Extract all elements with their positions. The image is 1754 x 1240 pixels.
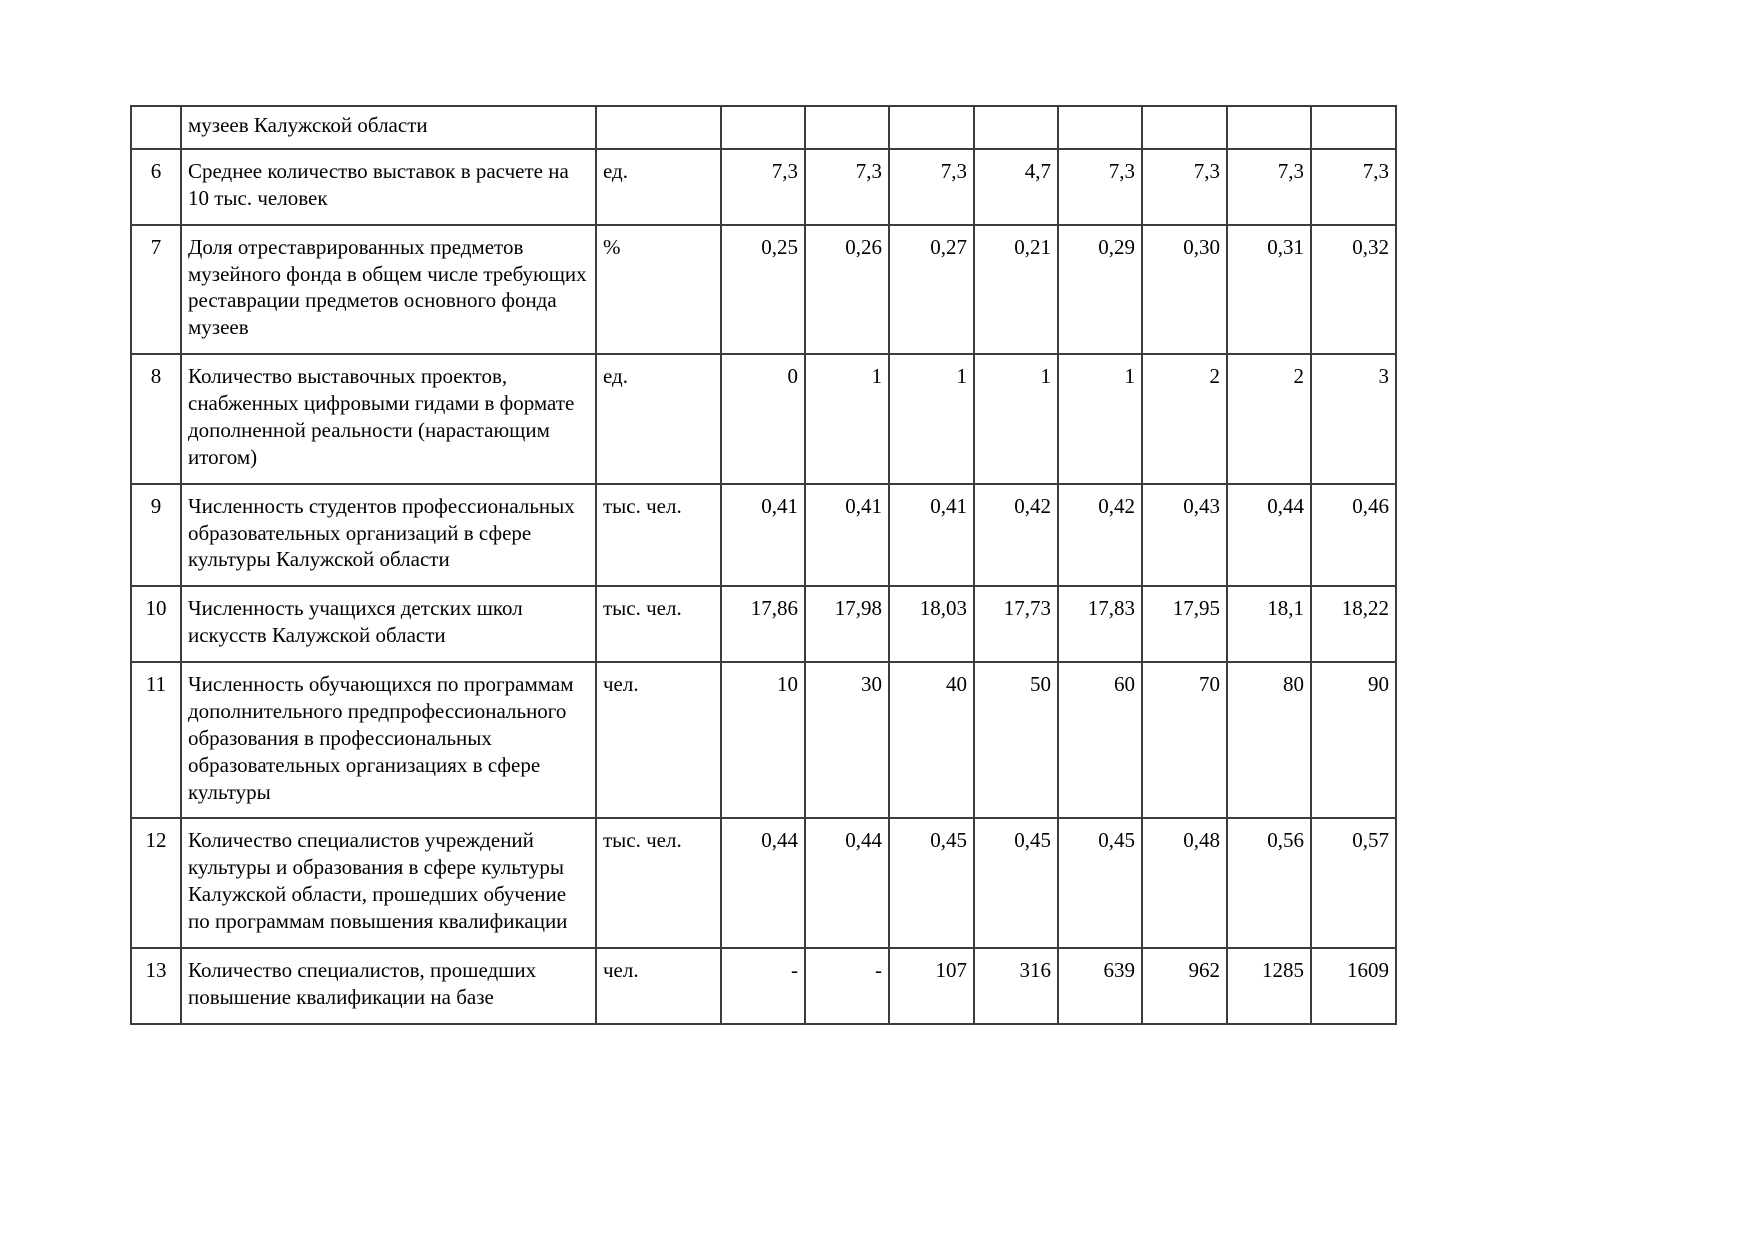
indicator-name-cell: Количество выставочных проектов, снабженных цифровыми гидами в формате дополненной реальности (нарастающим итогом) [181,354,596,484]
value-cell: 0,45 [1058,818,1142,948]
indicator-name-cell: Среднее количество выставок в расчете на 10 тыс. человек [181,149,596,225]
value-cell: 1 [889,354,974,484]
value-cell: 2 [1227,354,1311,484]
value-cell: 80 [1227,662,1311,818]
unit-cell [596,106,721,149]
value-cell: 0,31 [1227,225,1311,355]
value-cell: 4,7 [974,149,1058,225]
table-row [131,354,1396,484]
value-cell: 50 [974,662,1058,818]
value-cell: 7,3 [1227,149,1311,225]
indicator-name-cell: Количество специалистов, прошедших повышение квалификации на базе [181,948,596,1024]
indicator-name-cell: музеев Калужской области [181,106,596,149]
value-cell: 639 [1058,948,1142,1024]
value-cell: 7,3 [889,149,974,225]
value-cell: 0,45 [974,818,1058,948]
indicator-name-cell: Количество специалистов учреждений культуры и образования в сфере культуры Калужской области, прошедших обучение по программам повышения квалификации [181,818,596,948]
value-cell: 17,98 [805,586,889,662]
value-cell [721,106,805,149]
value-cell: 1 [805,354,889,484]
unit-cell: ед. [596,149,721,225]
table-row [131,106,1396,149]
value-cell: 0,44 [1227,484,1311,587]
unit-cell: % [596,225,721,355]
table-row [131,662,1396,818]
value-cell [805,106,889,149]
value-cell: - [805,948,889,1024]
row-number-cell [131,106,181,149]
row-number-cell: 11 [131,662,181,818]
value-cell: 0,48 [1142,818,1227,948]
unit-cell: чел. [596,948,721,1024]
table-row [131,484,1396,587]
value-cell: 0,32 [1311,225,1396,355]
value-cell: 0,56 [1227,818,1311,948]
value-cell: 7,3 [1058,149,1142,225]
value-cell: 3 [1311,354,1396,484]
value-cell [1311,106,1396,149]
indicators-table [130,105,1397,1025]
row-number-cell: 7 [131,225,181,355]
value-cell: 1 [1058,354,1142,484]
table-row [131,818,1396,948]
value-cell: 0,26 [805,225,889,355]
value-cell: 1 [974,354,1058,484]
value-cell: 10 [721,662,805,818]
value-cell: 7,3 [1311,149,1396,225]
value-cell: 0,57 [1311,818,1396,948]
value-cell: 0,43 [1142,484,1227,587]
value-cell: 1285 [1227,948,1311,1024]
value-cell: 0,25 [721,225,805,355]
value-cell: 7,3 [805,149,889,225]
table-row [131,948,1396,1024]
value-cell: 70 [1142,662,1227,818]
table-row [131,586,1396,662]
value-cell [1142,106,1227,149]
row-number-cell: 12 [131,818,181,948]
value-cell: 0,29 [1058,225,1142,355]
value-cell: 0,21 [974,225,1058,355]
value-cell [889,106,974,149]
value-cell: 1609 [1311,948,1396,1024]
value-cell: 18,22 [1311,586,1396,662]
value-cell [1227,106,1311,149]
value-cell: 0 [721,354,805,484]
value-cell: 40 [889,662,974,818]
value-cell: 18,1 [1227,586,1311,662]
row-number-cell: 10 [131,586,181,662]
table-row [131,149,1396,225]
indicator-name-cell: Численность студентов профессиональных образовательных организаций в сфере культуры Калужской области [181,484,596,587]
value-cell [1058,106,1142,149]
value-cell: 0,42 [1058,484,1142,587]
value-cell: 0,44 [805,818,889,948]
row-number-cell: 9 [131,484,181,587]
table-row [131,225,1396,355]
value-cell: - [721,948,805,1024]
value-cell: 316 [974,948,1058,1024]
value-cell: 2 [1142,354,1227,484]
indicators-table-body [131,106,1396,1024]
value-cell: 0,41 [889,484,974,587]
row-number-cell: 13 [131,948,181,1024]
row-number-cell: 6 [131,149,181,225]
unit-cell: ед. [596,354,721,484]
value-cell: 17,73 [974,586,1058,662]
value-cell: 0,46 [1311,484,1396,587]
value-cell: 107 [889,948,974,1024]
value-cell: 60 [1058,662,1142,818]
value-cell: 17,95 [1142,586,1227,662]
value-cell: 0,27 [889,225,974,355]
value-cell: 0,30 [1142,225,1227,355]
value-cell: 0,45 [889,818,974,948]
unit-cell: тыс. чел. [596,484,721,587]
value-cell: 17,86 [721,586,805,662]
value-cell: 962 [1142,948,1227,1024]
indicator-name-cell: Численность учащихся детских школ искусств Калужской области [181,586,596,662]
value-cell [974,106,1058,149]
unit-cell: тыс. чел. [596,586,721,662]
value-cell: 30 [805,662,889,818]
value-cell: 0,44 [721,818,805,948]
value-cell: 18,03 [889,586,974,662]
value-cell: 17,83 [1058,586,1142,662]
indicator-name-cell: Численность обучающихся по программам дополнительного предпрофессионального образования в профессиональных образовательных организациях в сфере культуры [181,662,596,818]
value-cell: 0,41 [805,484,889,587]
value-cell: 0,41 [721,484,805,587]
value-cell: 7,3 [721,149,805,225]
unit-cell: чел. [596,662,721,818]
value-cell: 90 [1311,662,1396,818]
value-cell: 0,42 [974,484,1058,587]
row-number-cell: 8 [131,354,181,484]
indicator-name-cell: Доля отреставрированных предметов музейного фонда в общем числе требующих реставрации предметов основного фонда музеев [181,225,596,355]
unit-cell: тыс. чел. [596,818,721,948]
value-cell: 7,3 [1142,149,1227,225]
